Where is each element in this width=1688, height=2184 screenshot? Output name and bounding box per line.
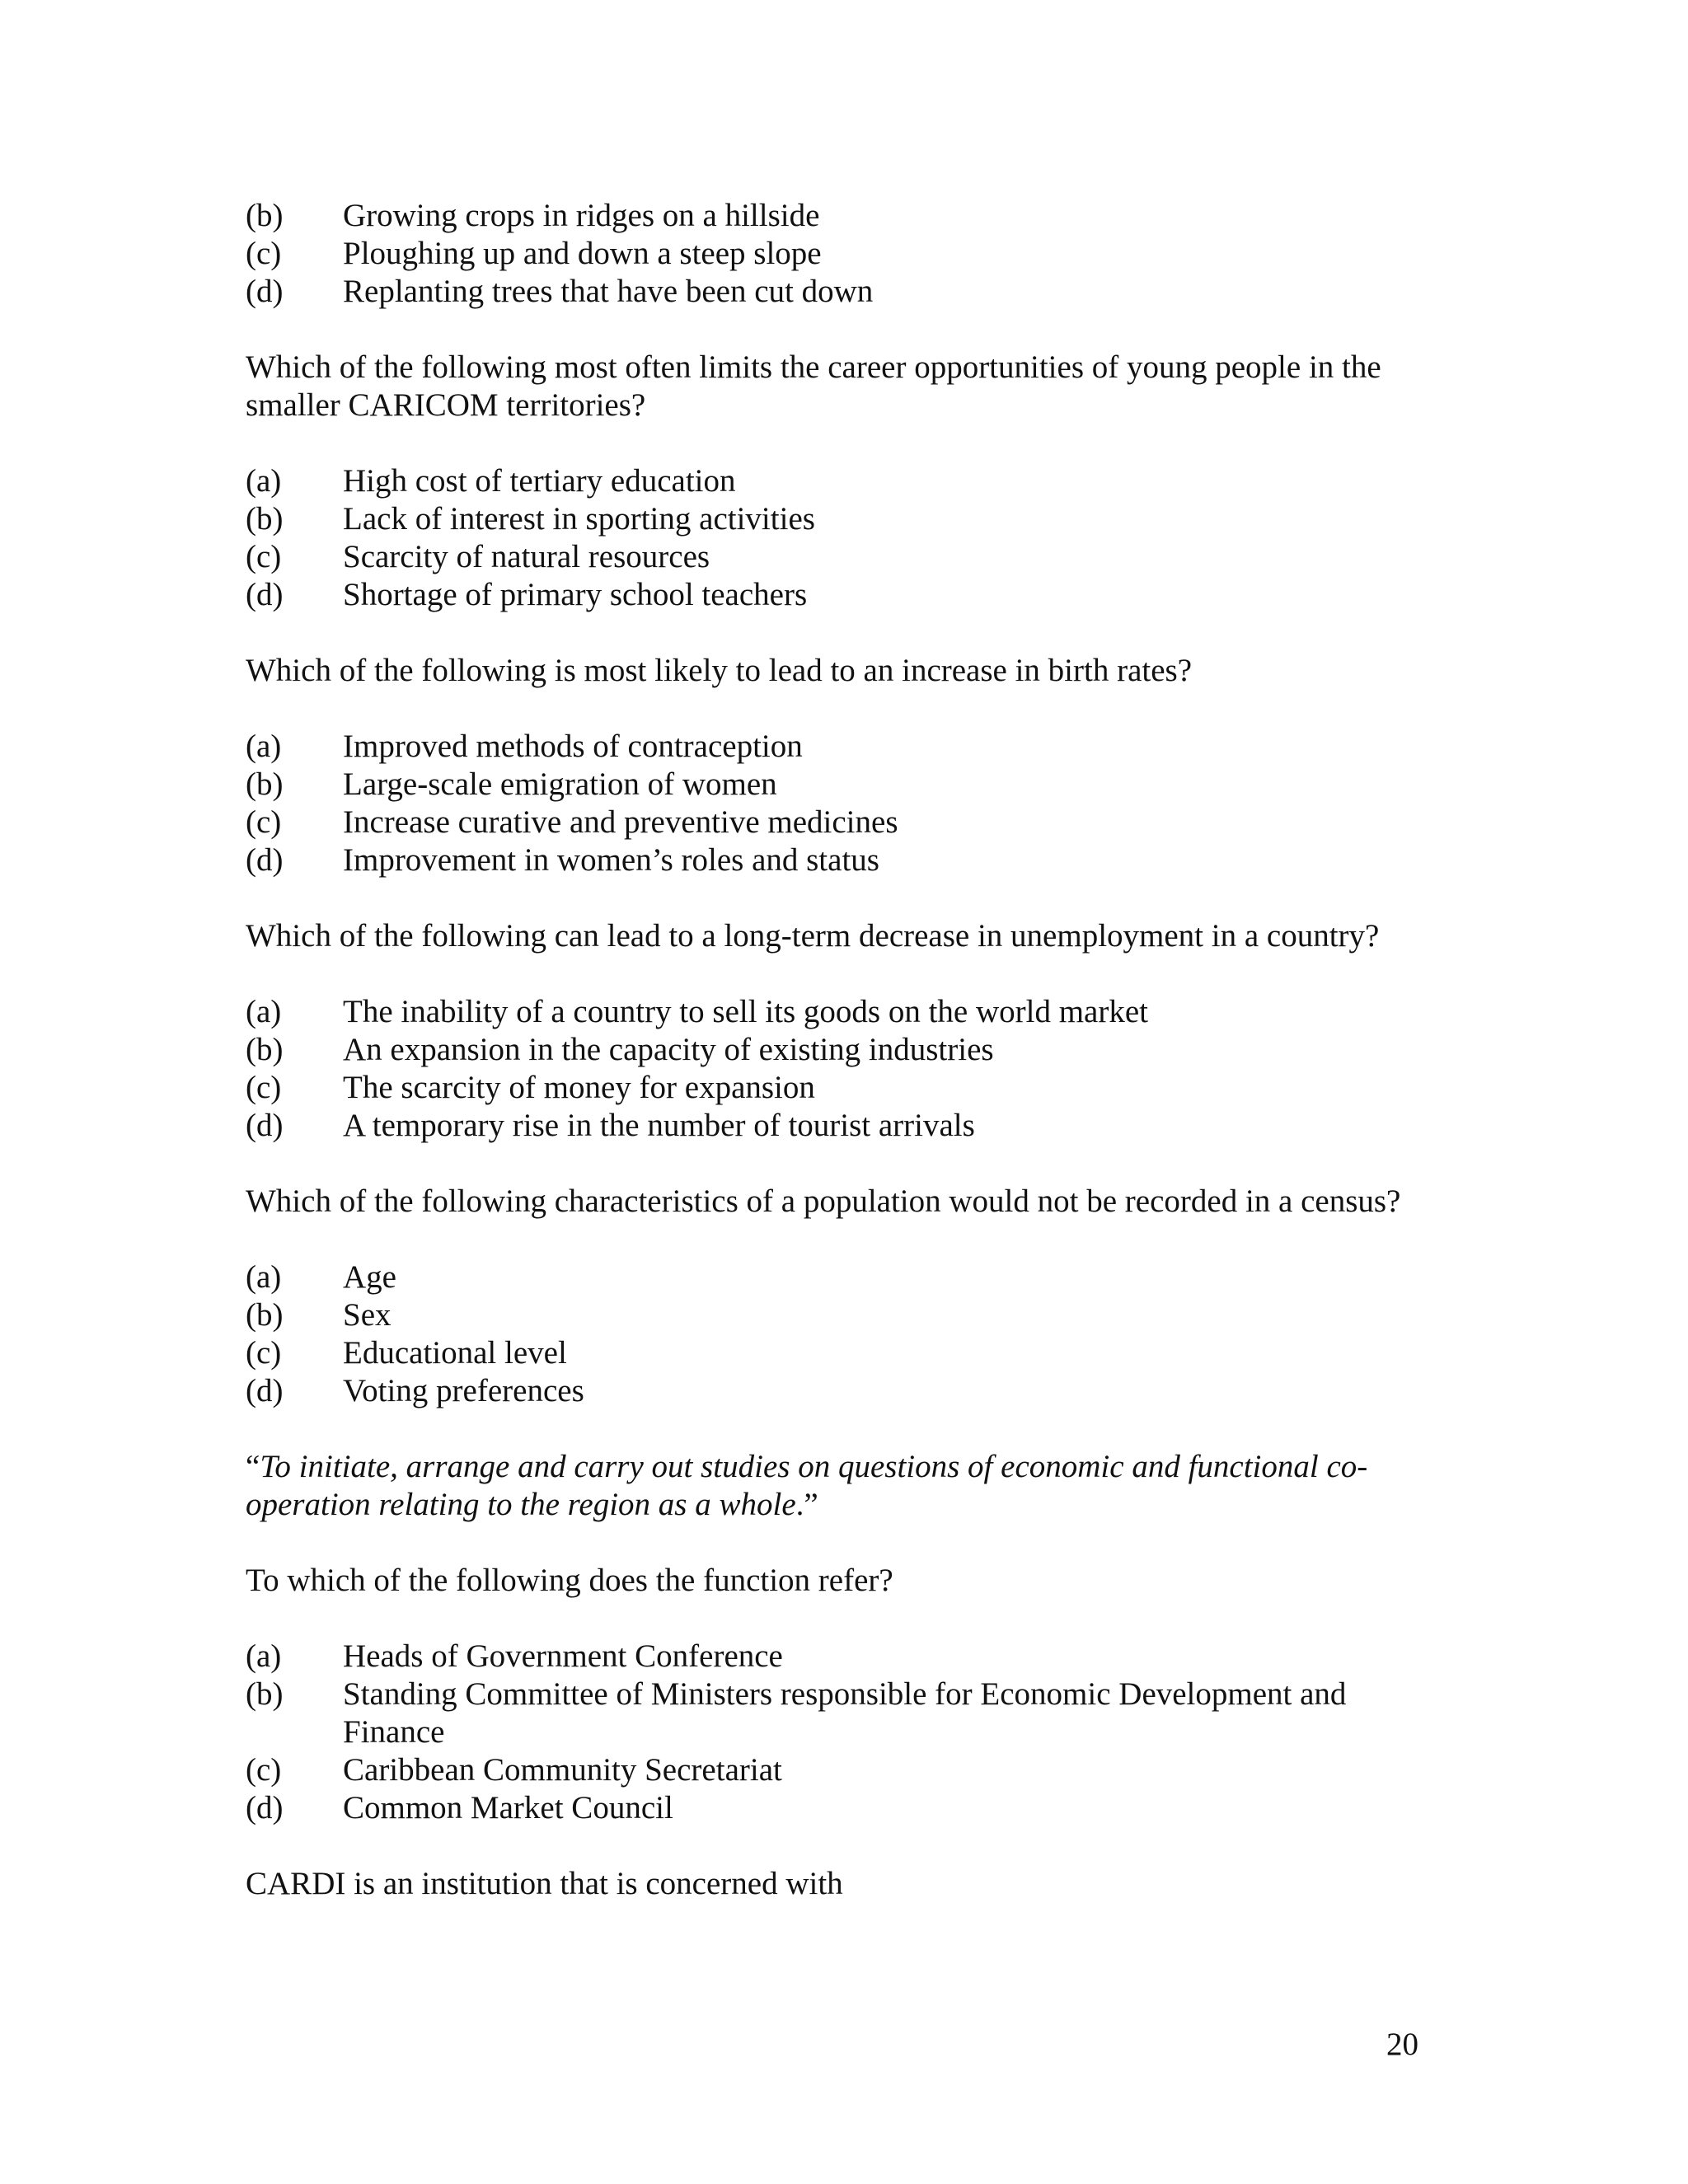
option-text: A temporary rise in the number of tourist arrivals [343, 1108, 975, 1143]
option-d [246, 841, 1449, 879]
question-stem: Which of the following can lead to a long-term decrease in unemployment in a country? [246, 918, 1380, 954]
option-text: Increase curative and preventive medicines [343, 804, 898, 840]
option-label: (b) [246, 1297, 284, 1333]
option-label: (b) [246, 1676, 284, 1712]
option-label: (d) [246, 1108, 284, 1143]
option-b [246, 1675, 1449, 1751]
question-stem: Which of the following characteristics of a population would not be recorded in a census? [246, 1183, 1401, 1219]
page-number: 20 [1386, 2027, 1418, 2062]
close-quote: .” [795, 1487, 818, 1522]
question-stem: Which of the following is most likely to lead to an increase in birth rates? [246, 653, 1193, 688]
option-d [246, 273, 1449, 311]
option-c [246, 1069, 1449, 1107]
option-b [246, 500, 1449, 538]
option-label: (d) [246, 842, 284, 878]
option-text: The inability of a country to sell its goods on the world market [343, 994, 1148, 1029]
option-label: (a) [246, 463, 282, 499]
option-text: Improvement in women’s roles and status [343, 842, 879, 878]
option-label: (d) [246, 274, 284, 309]
option-b [246, 1296, 1449, 1334]
option-c [246, 538, 1449, 576]
option-text: Caribbean Community Secretariat [343, 1752, 782, 1788]
quoted-function [246, 1448, 1449, 1524]
option-a [246, 462, 1449, 500]
option-a [246, 728, 1449, 766]
option-list [246, 197, 1449, 311]
question-stem: CARDI is an institution that is concerned with [246, 1866, 843, 1901]
option-text: Scarcity of natural resources [343, 539, 710, 574]
option-b [246, 766, 1449, 804]
option-label: (d) [246, 577, 284, 612]
option-label: (c) [246, 1752, 282, 1788]
option-text: Replanting trees that have been cut down [343, 274, 874, 309]
option-text: Large-scale emigration of women [343, 766, 777, 802]
option-label: (a) [246, 1259, 282, 1295]
quote-text: To initiate, arrange and carry out studies on questions of economic and functional co-operation relating to the region as a whole [246, 1449, 1368, 1522]
option-label: (c) [246, 539, 282, 574]
option-label: (c) [246, 1335, 282, 1371]
exam-page-content [246, 197, 1449, 1903]
option-label: (b) [246, 198, 284, 233]
option-d [246, 1372, 1449, 1410]
option-list [246, 993, 1449, 1145]
option-b [246, 1031, 1449, 1069]
option-text: Growing crops in ridges on a hillside [343, 198, 820, 233]
option-b [246, 197, 1449, 235]
option-label: (c) [246, 804, 282, 840]
question-stem: Which of the following most often limits the career opportunities of young people in the smaller CARICOM territories? [246, 349, 1381, 423]
option-text: Shortage of primary school teachers [343, 577, 808, 612]
option-text: Standing Committee of Ministers responsible for Economic Development and Finance [343, 1676, 1347, 1750]
option-label: (b) [246, 766, 284, 802]
option-text: High cost of tertiary education [343, 463, 736, 499]
option-a [246, 993, 1449, 1031]
option-label: (a) [246, 1638, 282, 1674]
option-text: Ploughing up and down a steep slope [343, 236, 822, 271]
option-list [246, 462, 1449, 614]
option-text: Heads of Government Conference [343, 1638, 783, 1674]
option-label: (c) [246, 236, 282, 271]
option-c [246, 235, 1449, 273]
option-label: (d) [246, 1790, 284, 1825]
option-d [246, 576, 1449, 614]
option-text: Lack of interest in sporting activities [343, 501, 815, 537]
option-a [246, 1638, 1449, 1675]
option-c [246, 1751, 1449, 1789]
option-text: Voting preferences [343, 1373, 584, 1408]
option-label: (a) [246, 729, 282, 764]
option-c [246, 804, 1449, 841]
question-stem: To which of the following does the function refer? [246, 1563, 893, 1598]
option-d [246, 1107, 1449, 1145]
option-label: (a) [246, 994, 282, 1029]
option-label: (c) [246, 1070, 282, 1105]
open-quote: “ [246, 1449, 260, 1484]
option-d [246, 1789, 1449, 1827]
option-text: Common Market Council [343, 1790, 673, 1825]
option-text: Age [343, 1259, 396, 1295]
option-list [246, 1638, 1449, 1827]
option-label: (d) [246, 1373, 284, 1408]
option-text: An expansion in the capacity of existing industries [343, 1032, 994, 1067]
option-label: (b) [246, 1032, 284, 1067]
option-a [246, 1258, 1449, 1296]
option-c [246, 1334, 1449, 1372]
option-list [246, 728, 1449, 879]
option-text: Sex [343, 1297, 392, 1333]
option-list [246, 1258, 1449, 1410]
option-text: The scarcity of money for expansion [343, 1070, 815, 1105]
option-text: Educational level [343, 1335, 567, 1371]
option-text: Improved methods of contraception [343, 729, 803, 764]
option-label: (b) [246, 501, 284, 537]
